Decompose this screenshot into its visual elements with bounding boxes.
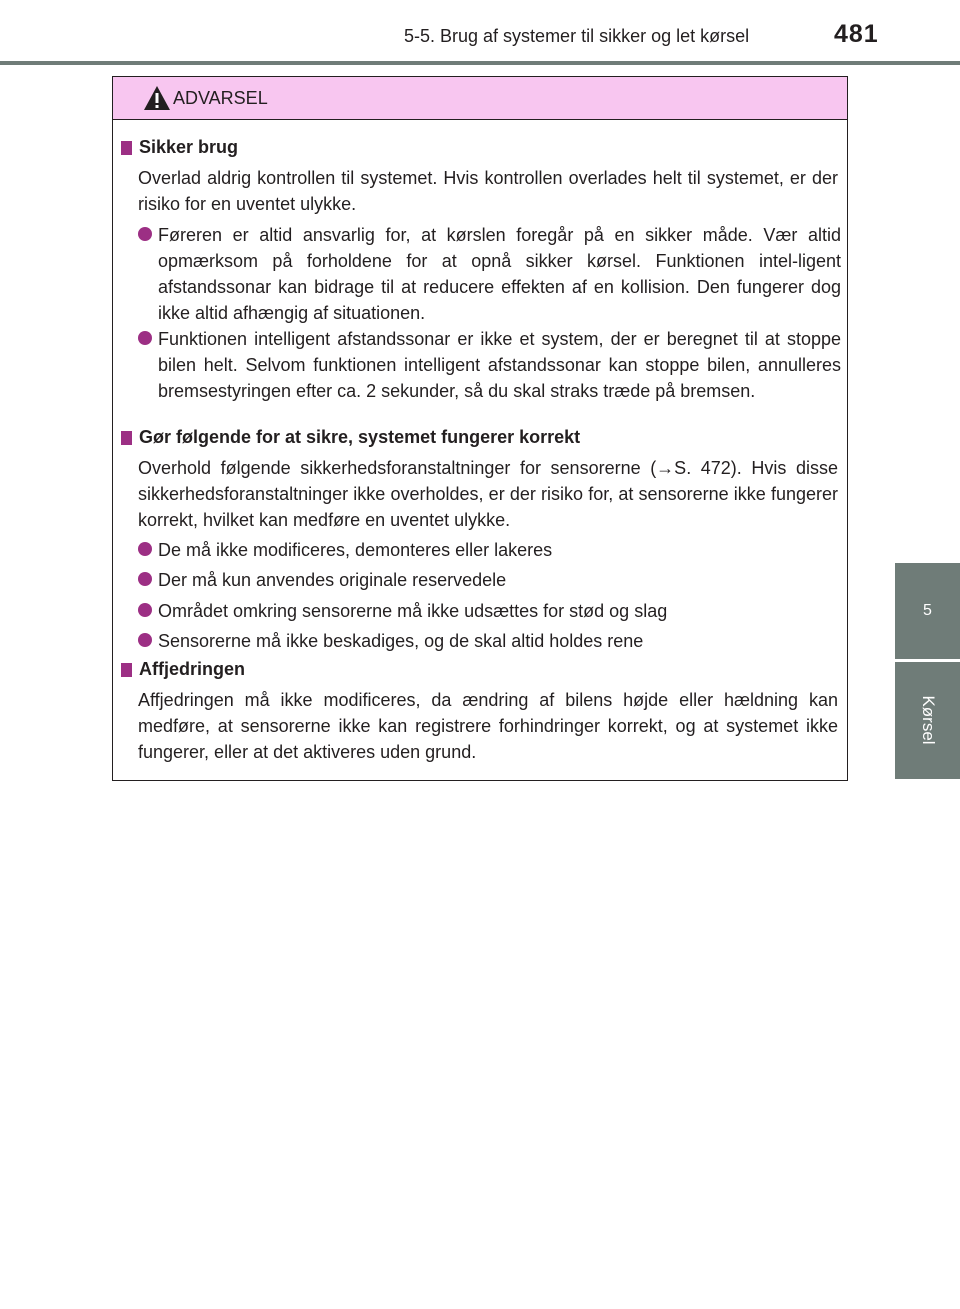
round-bullet-icon	[138, 542, 152, 556]
round-bullet-icon	[138, 227, 152, 241]
section-heading	[121, 427, 580, 448]
list-item-text: Føreren er altid ansvarlig for, at kørslen foregår på en sikker måde. Vær altid opmærksom på forholdene for at opnå sikker kørsel. Funktionen intel-ligent afstandssonar kan bidrage til at reducere effekten af en kollision. Den fungerer dog ikke altid afhængig af situationen.	[158, 225, 841, 323]
chapter-number-tab: 5	[895, 563, 960, 659]
warning-box	[112, 76, 848, 781]
list-item	[138, 222, 841, 326]
warning-header	[113, 77, 847, 120]
list-item-text: Området omkring sensorerne må ikke udsættes for stød og slag	[158, 601, 668, 621]
section-heading-text: Affjedringen	[139, 659, 245, 679]
round-bullet-icon	[138, 603, 152, 617]
list-item-text: Funktionen intelligent afstandssonar er ikke et system, der er beregnet til at stoppe bilen helt. Selvom funktionen intelligent afstandssonar kan stoppe bilen, annulleres bremsestyringen efter ca. 2 sekunder, så du skal straks træde på bremsen.	[158, 329, 841, 401]
page-number: 481	[834, 20, 879, 48]
list-item-text: Sensorerne må ikke beskadiges, og de skal altid holdes rene	[158, 631, 644, 651]
section-heading-text: Sikker brug	[139, 137, 239, 157]
list-item	[138, 326, 841, 404]
section-paragraph: Overhold følgende sikkerhedsforanstaltninger for sensorerne (→S. 472). Hvis disse sikkerhedsforanstaltninger ikke overholdes, er der risiko for, at sensorerne ikke fungerer korrekt, hvilket kan medføre en uventet ulykke.	[138, 458, 838, 530]
square-bullet-icon	[121, 141, 132, 155]
section-heading	[121, 659, 245, 680]
list-item	[138, 628, 841, 654]
square-bullet-icon	[121, 431, 132, 445]
section-paragraph: Overlad aldrig kontrollen til systemet. Hvis kontrollen overlades helt til systemet, er der risiko for en uventet ulykke.	[138, 168, 838, 214]
section-title: 5-5. Brug af systemer til sikker og let kørsel	[404, 26, 750, 46]
list-item-text: De må ikke modificeres, demonteres eller lakeres	[158, 540, 553, 560]
section-heading-text: Gør følgende for at sikre, systemet fungerer korrekt	[139, 427, 581, 447]
square-bullet-icon	[121, 663, 132, 677]
warning-title: ADVARSEL	[173, 88, 268, 108]
round-bullet-icon	[138, 331, 152, 345]
round-bullet-icon	[138, 572, 152, 586]
list-item	[138, 537, 841, 563]
list-item-text: Der må kun anvendes originale reservedele	[158, 570, 507, 590]
warning-triangle-icon	[143, 85, 171, 111]
section-heading	[121, 137, 238, 158]
header-rule	[0, 61, 960, 65]
list-item	[138, 567, 841, 593]
round-bullet-icon	[138, 633, 152, 647]
list-item	[138, 598, 841, 624]
section-paragraph: Affjedringen må ikke modificeres, da ændring af bilens højde eller hældning kan medføre, at sensorerne ikke kan registrere forhindringer korrekt, og at systemet ikke fungerer, eller at det aktiveres uden grund.	[138, 690, 838, 762]
chapter-label: Kørsel	[919, 695, 938, 745]
